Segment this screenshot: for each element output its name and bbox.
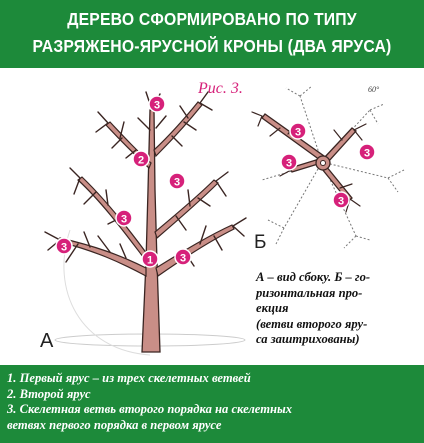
marker-3-topview-left	[290, 123, 306, 139]
marker-3-topview-midleft	[281, 154, 297, 170]
marker-3-right-low	[175, 249, 191, 265]
angle-label: 60°	[368, 85, 380, 94]
caption-line: екция	[256, 301, 289, 316]
branch-right-mid	[155, 180, 218, 238]
caption-line: са заштрихованы)	[256, 332, 360, 347]
title-line-1: ДЕРЕВО СФОРМИРОВАНО ПО ТИПУ	[67, 9, 357, 29]
marker-3-top	[149, 96, 165, 112]
svg-text:3: 3	[363, 147, 371, 160]
figure-label: Рис. 3.	[198, 80, 243, 97]
view-b-letter: Б	[254, 232, 267, 253]
marker-3-mid	[116, 210, 132, 226]
legend-panel	[0, 365, 424, 443]
legend-item: 2. Второй ярус	[7, 386, 91, 401]
tree-side-view	[45, 92, 246, 355]
caption-line: (ветви второго яру-	[256, 316, 368, 331]
svg-text:3: 3	[60, 241, 68, 254]
svg-text:1: 1	[146, 254, 154, 267]
svg-text:3: 3	[120, 213, 128, 226]
legend-item: 1. Первый ярус – из трех скелетных ветвей	[7, 371, 251, 385]
tree-top-view	[252, 86, 404, 248]
marker-3-topview-right	[359, 144, 375, 160]
svg-text:3: 3	[173, 176, 181, 189]
view-a-letter: А	[40, 330, 54, 352]
legend-item: 3. Скелетная ветвь второго порядка на скелетных	[7, 402, 293, 417]
svg-text:3: 3	[179, 252, 187, 265]
caption-line: А – вид сбоку. Б – го-	[256, 270, 371, 284]
marker-3-left-low	[56, 238, 72, 254]
svg-text:3: 3	[337, 195, 345, 208]
figure-caption	[256, 270, 422, 348]
title-line-2: РАЗРЯЖЕНО-ЯРУСНОЙ КРОНЫ (ДВА ЯРУСА)	[32, 36, 392, 56]
title-banner	[0, 0, 424, 68]
svg-text:3: 3	[285, 157, 293, 170]
svg-text:3: 3	[294, 126, 302, 139]
svg-text:2: 2	[137, 154, 145, 167]
marker-3-right-upper	[169, 173, 185, 189]
marker-2-left	[133, 151, 149, 167]
caption-line: ризонтальная про-	[256, 285, 363, 300]
legend-item: ветвях первого порядка в первом ярусе	[7, 417, 222, 432]
marker-3-topview-bottom	[333, 192, 349, 208]
svg-text:3: 3	[153, 99, 161, 112]
marker-1-trunk	[142, 251, 158, 267]
